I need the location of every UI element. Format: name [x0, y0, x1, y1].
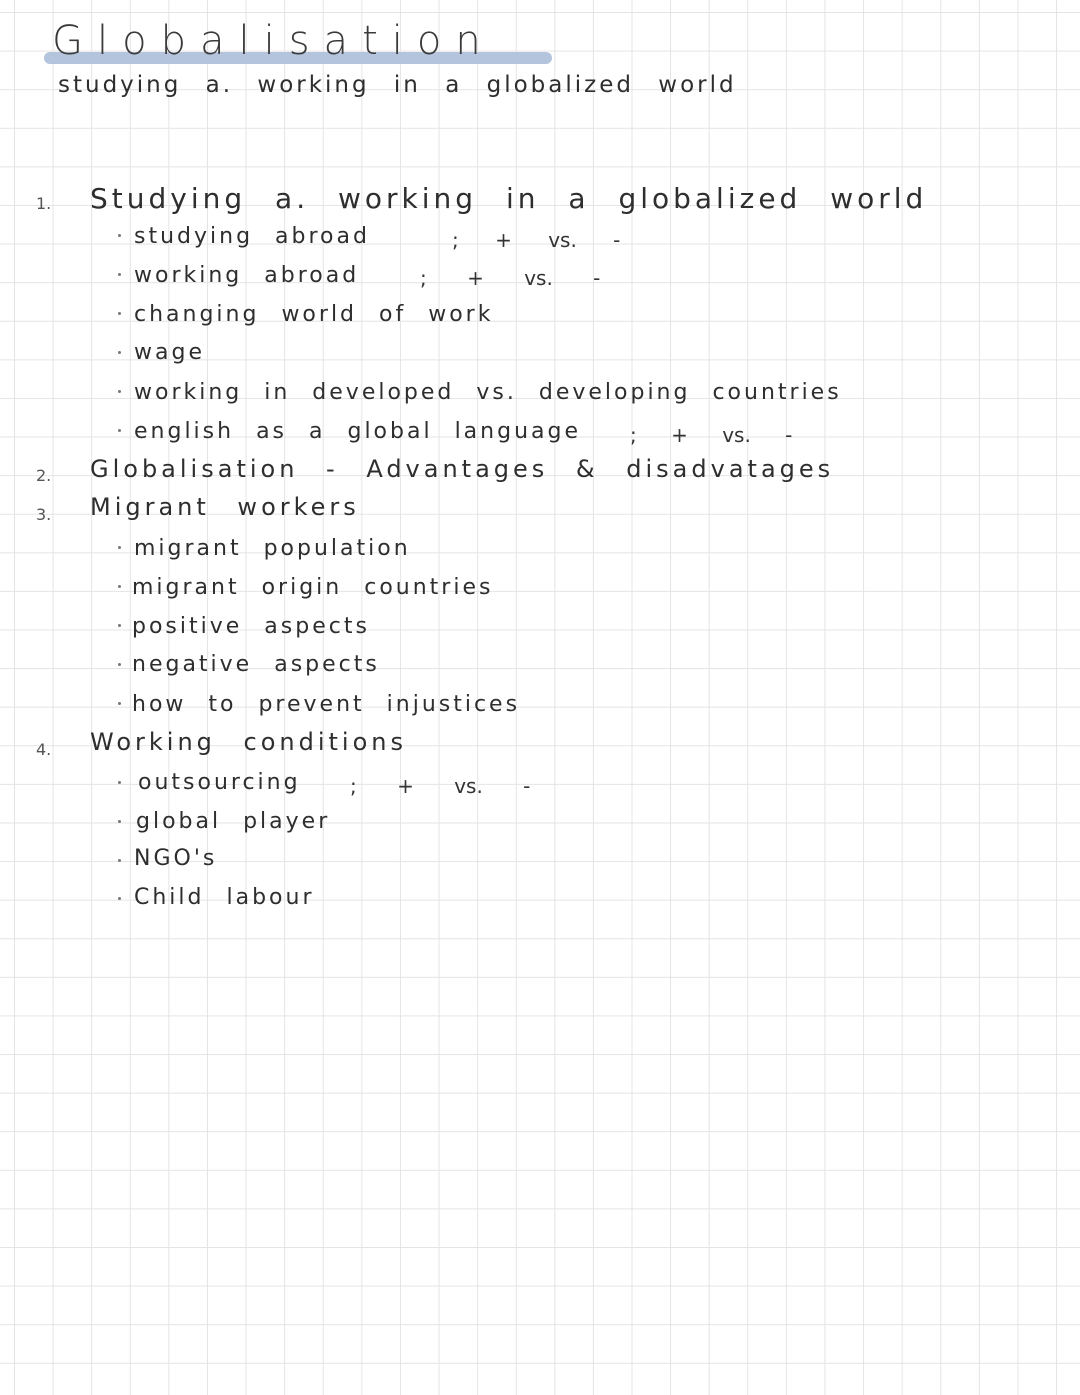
section-heading: Studying a. working in a globalized world	[90, 182, 928, 215]
bullet-dot	[118, 546, 121, 549]
list-item: migrant population	[134, 536, 411, 561]
bullet-dot	[118, 820, 121, 823]
bullet-dot	[118, 585, 121, 588]
section-number: 4.	[36, 740, 52, 759]
list-item: working in developed vs. developing countries	[134, 380, 842, 405]
pros-cons-note: ; + vs. -	[452, 228, 621, 252]
bullet-dot	[118, 312, 121, 315]
section-number: 3.	[36, 505, 52, 524]
list-item: wage	[134, 340, 205, 365]
bullet-dot	[118, 781, 121, 784]
bullet-dot	[118, 234, 121, 237]
list-item: changing world of work	[134, 302, 494, 327]
list-item: migrant origin countries	[132, 575, 494, 600]
title-block	[44, 14, 564, 74]
section-heading: Globalisation - Advantages & disadvatages	[90, 455, 835, 483]
list-item: english as a global language	[134, 419, 581, 444]
section-heading: Working conditions	[90, 728, 407, 756]
list-item: positive aspects	[132, 614, 370, 639]
list-item: studying abroad	[134, 224, 370, 249]
list-item: Child labour	[134, 885, 315, 910]
list-item: NGO's	[134, 846, 218, 871]
bullet-dot	[118, 663, 121, 666]
bullet-dot	[118, 859, 121, 862]
bullet-dot	[118, 390, 121, 393]
bullet-dot	[118, 897, 121, 900]
bullet-dot	[118, 624, 121, 627]
list-item: working abroad	[134, 263, 360, 288]
list-item: negative aspects	[132, 652, 380, 677]
list-item: global player	[136, 809, 331, 834]
page-subtitle: studying a. working in a globalized world	[58, 72, 737, 98]
pros-cons-note: ; + vs. -	[630, 423, 793, 447]
bullet-dot	[118, 702, 121, 705]
section-number: 1.	[36, 194, 52, 213]
list-item: outsourcing	[138, 770, 301, 795]
list-item: how to prevent injustices	[132, 692, 521, 717]
page-title: Globalisation	[52, 18, 495, 64]
pros-cons-note: ; + vs. -	[350, 774, 531, 798]
bullet-dot	[118, 351, 121, 354]
bullet-dot	[118, 273, 121, 276]
section-number: 2.	[36, 466, 52, 485]
pros-cons-note: ; + vs. -	[420, 266, 601, 290]
section-heading: Migrant workers	[90, 493, 360, 521]
bullet-dot	[118, 429, 121, 432]
